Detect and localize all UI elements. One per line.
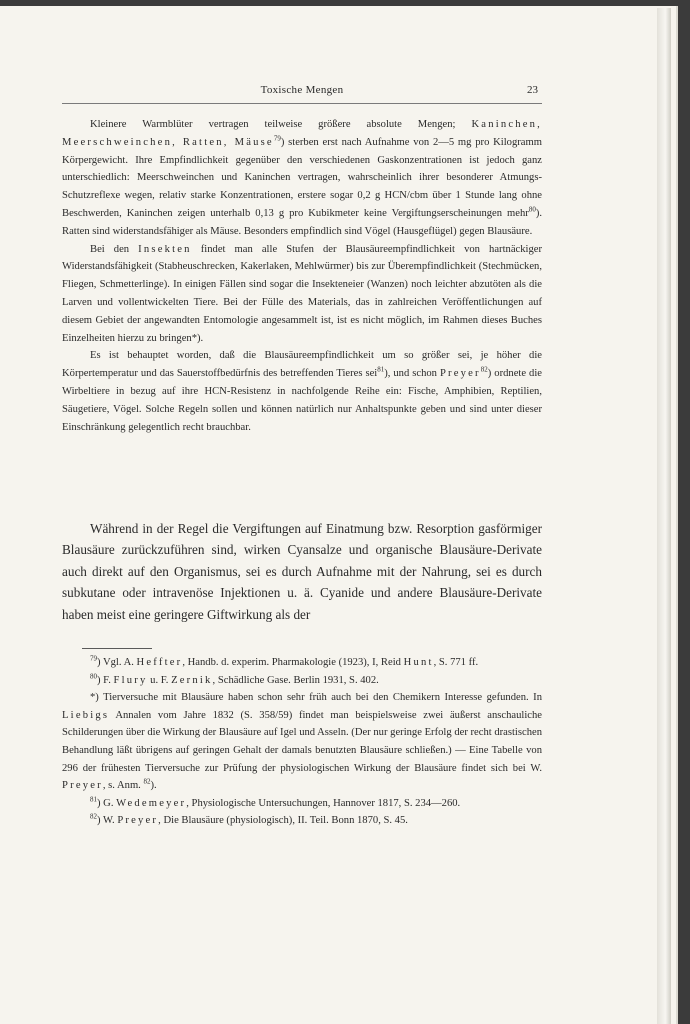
text-run: ), und schon	[384, 368, 440, 380]
footnote-marker: 79	[90, 654, 97, 663]
header-rule	[62, 103, 542, 104]
text-run: findet man alle Stufen der Blausäureempfindlichkeit von hartnäckiger Widerstandsfähigkeit (Stabheuschrecken, Kakerlaken, Mehlwürmer) bis zur Überempfindlichkeit (Stechmücken, Fliegen, Schmetterlinge). In einigen Fällen sind sogar die Insekteneier (Wanzen) noch leichter abzutöten als die Larven und vollentwickelten Tiere. Bei der Fülle des Materials, das in zahlreichen Veröffentlichungen auf diesem Gebiet der angewandten Entomologie angesammelt ist, ist es nicht möglich, im Rahmen dieses Buches Einzelheiten hierzu zu bringen*).	[62, 243, 542, 344]
body-text-large	[62, 518, 542, 625]
footnote-marker: 82	[480, 365, 488, 374]
spaced-name: Kaninchen, Meerschweinchen, Ratten, Mäuse	[62, 119, 542, 148]
paragraph-insekten	[62, 241, 542, 348]
text-run: , s. Anm.	[102, 780, 144, 792]
spaced-name: Zernik	[171, 674, 213, 686]
page-edge	[657, 8, 671, 1024]
spaced-name: Preyer	[117, 815, 159, 827]
footnote-marker: 82	[143, 777, 151, 786]
body-text-small	[62, 116, 542, 436]
spaced-name: Preyer	[439, 368, 481, 380]
text-run: , Die Blausäure (physiologisch), II. Teil. Bonn 1870, S. 45.	[158, 815, 408, 827]
spaced-name: Heffter	[136, 657, 183, 668]
spaced-name: Liebigs	[62, 709, 110, 721]
running-title: Toxische Mengen	[260, 84, 344, 96]
footnote-marker: 81	[377, 365, 385, 374]
spaced-name: Flury	[113, 674, 148, 686]
spaced-name: Hunt	[403, 657, 434, 668]
text-run: ) Vgl. A.	[97, 657, 137, 668]
footnote-81	[62, 795, 542, 813]
spaced-name: Insekten	[138, 243, 192, 255]
page-header	[62, 84, 542, 102]
footnote-marker: 79	[273, 134, 281, 143]
footnote-80	[62, 672, 542, 690]
text-run: ).	[150, 780, 157, 792]
text-run: , Handb. d. experim. Pharmakologie (1923), I, Reid	[182, 657, 404, 668]
text-run: ) F.	[97, 674, 114, 686]
text-run: Es ist behauptet worden, daß die Blausäureempfindlichkeit um so größer sei, je höher die Körpertemperatur und das Sauerstoffbedürfnis des betreffenden Tieres sei	[62, 350, 542, 380]
text-run: ) ordnete die Wirbeltiere in bezug auf ihre HCN-Resistenz in nachfolgende Reihe ein: Fische, Amphibien, Reptilien, Säugetiere, Vögel. Solche Regeln sollen und können natürlich nur Anhaltspunkte geben und sind unter dieser Einschränkung gelegentlich recht brauchbar.	[62, 368, 542, 433]
text-run: , Schädliche Gase. Berlin 1931, S. 402.	[212, 674, 379, 686]
page-number: 23	[527, 84, 538, 96]
text-run: *) Tierversuche mit Blausäure haben schon sehr früh auch bei den Chemikern Interesse gefunden. In	[90, 692, 542, 704]
text-run: Kleinere Warmblüter vertragen teilweise größere absolute Mengen;	[90, 119, 472, 130]
text-run: ). Ratten sind widerstandsfähiger als Mäuse. Besonders empfindlich sind Vögel (Hausgeflügel) gegen Blausäure.	[62, 207, 542, 237]
text-run: ) sterben erst nach Aufnahme von 2—5 mg pro Kilogramm Körpergewicht. Ihre Empfindlichkeit gegenüber den verschiedenen Gaskonzentrationen ist jedoch ganz unterschiedlich: Meerschweinchen und Kaninchen vertragen, wahrscheinlich ihrer besonderer Atmungs-Schutzreflexe wegen, relativ starke Konzentrationen, erstere sogar 0,2 g HCN/cbm über 1 Stunde lang ohne Beschwerden, Kaninchen zeigen unterhalb 0,13 g pro Kubikmeter keine Vergiftungserscheinungen mehr	[62, 136, 542, 219]
footnote-82	[62, 812, 542, 830]
text-run: Bei den	[90, 243, 139, 255]
paragraph-resistenz	[62, 347, 542, 436]
spaced-name: Preyer	[62, 780, 103, 792]
paragraph-warmblueter	[62, 116, 542, 241]
text-run: Annalen vom Jahre 1832 (S. 358/59) findet man beispielsweise zwei äußerst anschauliche Schilderungen über die Wirkung der Blausäure auf Igel und Asseln. (Der nur geringe Erfolg der recht drastischen Behandlung läßt übrigens auf geringen Gehalt der damals benutzten Blausäure schließen.) — Eine Tabelle von 296 der frühesten Tierversuche zur Prüfung der physiologischen Wirkung der Blausäure findet sich bei W.	[62, 709, 542, 774]
text-run: , Physiologische Untersuchungen, Hannover 1817, S. 234—260.	[186, 797, 461, 809]
footnote-rule	[82, 648, 152, 649]
footnote-marker: 80	[90, 672, 97, 681]
text-run: ) W.	[97, 815, 118, 827]
spaced-name: Wedemeyer	[116, 797, 187, 809]
footnote-marker: 80	[528, 205, 536, 214]
text-run: u. F.	[147, 674, 172, 686]
footnote-marker: 82	[90, 812, 97, 821]
text-run: , S. 771 ff.	[433, 657, 479, 668]
text-run: ) G.	[97, 797, 117, 809]
footnote-star	[62, 689, 542, 795]
footnotes	[62, 654, 542, 830]
paragraph-cyanide: Während in der Regel die Vergiftungen auf Einatmung bzw. Resorption gasförmiger Blausäure zurückzuführen sind, wirken Cyansalze und organische Blausäure-Derivate auch direkt auf den Organismus, sei es durch Aufnahme mit der Nahrung, sei es durch subkutane oder intravenöse Injektionen u. ä. Cyanide und andere Blausäure-Derivate haben meist eine geringere Giftwirkung als der	[62, 521, 542, 622]
footnote-marker: 81	[90, 795, 97, 804]
footnote-79	[62, 654, 542, 672]
